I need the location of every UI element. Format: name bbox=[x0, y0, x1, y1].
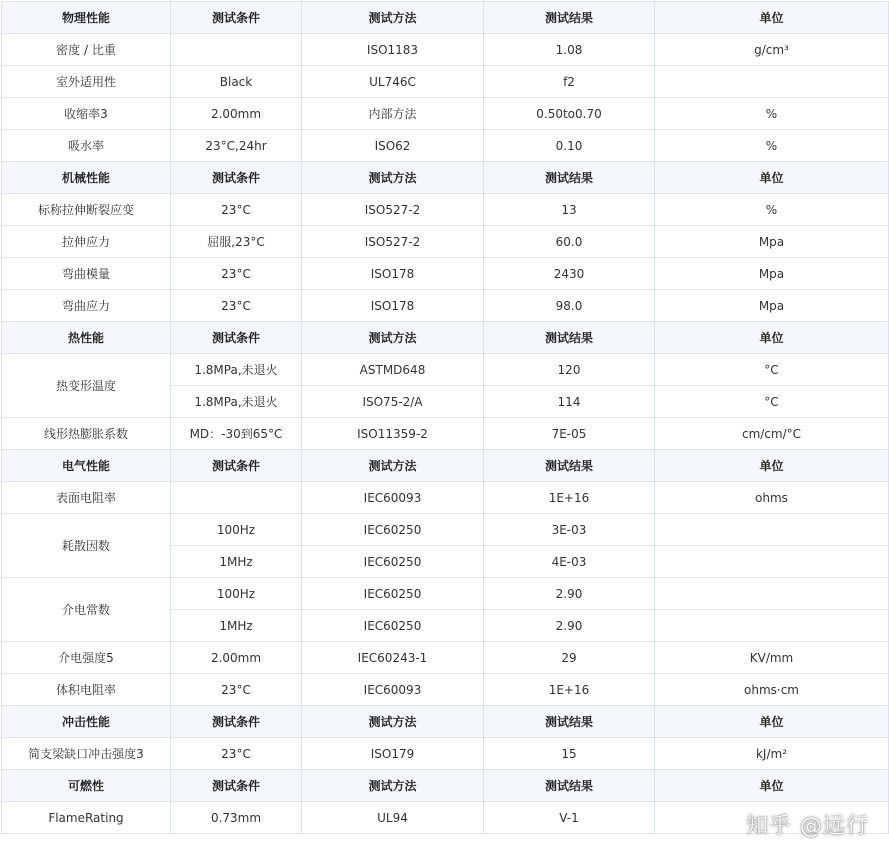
condition-cell: 100Hz bbox=[171, 514, 302, 546]
header-cell: 单位 bbox=[655, 706, 889, 738]
header-cell: 测试方法 bbox=[302, 2, 484, 34]
method-cell: IEC60250 bbox=[302, 546, 484, 578]
properties-table-body bbox=[2, 2, 889, 834]
header-cell: 可燃性 bbox=[2, 770, 171, 802]
unit-cell: g/cm³ bbox=[655, 34, 889, 66]
header-cell: 冲击性能 bbox=[2, 706, 171, 738]
header-cell: 测试条件 bbox=[171, 450, 302, 482]
unit-cell: °C bbox=[655, 386, 889, 418]
table-row bbox=[2, 514, 889, 546]
property-cell: 体积电阻率 bbox=[2, 674, 171, 706]
header-cell: 测试方法 bbox=[302, 162, 484, 194]
property-cell: 表面电阻率 bbox=[2, 482, 171, 514]
result-cell: 15 bbox=[484, 738, 655, 770]
header-cell: 测试结果 bbox=[484, 770, 655, 802]
method-cell: UL746C bbox=[302, 66, 484, 98]
property-cell: 吸水率 bbox=[2, 130, 171, 162]
unit-cell bbox=[655, 610, 889, 642]
unit-cell bbox=[655, 578, 889, 610]
result-cell: 98.0 bbox=[484, 290, 655, 322]
header-cell: 热性能 bbox=[2, 322, 171, 354]
header-cell: 测试方法 bbox=[302, 322, 484, 354]
property-cell: 热变形温度 bbox=[2, 354, 171, 418]
unit-cell: kJ/m² bbox=[655, 738, 889, 770]
unit-cell: % bbox=[655, 194, 889, 226]
method-cell: ISO527-2 bbox=[302, 226, 484, 258]
header-cell: 测试结果 bbox=[484, 450, 655, 482]
result-cell: 0.50to0.70 bbox=[484, 98, 655, 130]
table-row bbox=[2, 290, 889, 322]
header-cell: 测试结果 bbox=[484, 2, 655, 34]
condition-cell: 23°C bbox=[171, 674, 302, 706]
method-cell: ISO527-2 bbox=[302, 194, 484, 226]
section-header-mechanical bbox=[2, 162, 889, 194]
table-row bbox=[2, 98, 889, 130]
unit-cell: Mpa bbox=[655, 226, 889, 258]
result-cell: 13 bbox=[484, 194, 655, 226]
condition-cell: 1MHz bbox=[171, 610, 302, 642]
property-cell: 弯曲模量 bbox=[2, 258, 171, 290]
condition-cell: 23°C bbox=[171, 258, 302, 290]
section-header-electrical bbox=[2, 450, 889, 482]
condition-cell: 23°C bbox=[171, 194, 302, 226]
method-cell: 内部方法 bbox=[302, 98, 484, 130]
unit-cell: % bbox=[655, 98, 889, 130]
method-cell: ASTMD648 bbox=[302, 354, 484, 386]
result-cell: 114 bbox=[484, 386, 655, 418]
result-cell: 2.90 bbox=[484, 610, 655, 642]
method-cell: IEC60250 bbox=[302, 578, 484, 610]
result-cell: V-1 bbox=[484, 802, 655, 834]
property-cell: 密度 / 比重 bbox=[2, 34, 171, 66]
property-cell: 简支梁缺口冲击强度3 bbox=[2, 738, 171, 770]
result-cell: 4E-03 bbox=[484, 546, 655, 578]
unit-cell: Mpa bbox=[655, 258, 889, 290]
property-cell: 拉伸应力 bbox=[2, 226, 171, 258]
header-cell: 测试条件 bbox=[171, 162, 302, 194]
condition-cell bbox=[171, 482, 302, 514]
table-row bbox=[2, 226, 889, 258]
property-cell: 标称拉伸断裂应变 bbox=[2, 194, 171, 226]
method-cell: ISO11359-2 bbox=[302, 418, 484, 450]
header-cell: 电气性能 bbox=[2, 450, 171, 482]
header-cell: 机械性能 bbox=[2, 162, 171, 194]
table-row bbox=[2, 130, 889, 162]
table-row bbox=[2, 578, 889, 610]
result-cell: 7E-05 bbox=[484, 418, 655, 450]
unit-cell: Mpa bbox=[655, 290, 889, 322]
method-cell: IEC60250 bbox=[302, 514, 484, 546]
method-cell: IEC60243-1 bbox=[302, 642, 484, 674]
header-cell: 测试结果 bbox=[484, 322, 655, 354]
table-row bbox=[2, 354, 889, 386]
table-row bbox=[2, 482, 889, 514]
unit-cell bbox=[655, 546, 889, 578]
header-cell: 单位 bbox=[655, 450, 889, 482]
method-cell: ISO62 bbox=[302, 130, 484, 162]
unit-cell bbox=[655, 514, 889, 546]
section-header-flammability bbox=[2, 770, 889, 802]
table-row bbox=[2, 674, 889, 706]
condition-cell: 23°C,24hr bbox=[171, 130, 302, 162]
header-cell: 测试方法 bbox=[302, 706, 484, 738]
result-cell: 3E-03 bbox=[484, 514, 655, 546]
property-cell: 室外适用性 bbox=[2, 66, 171, 98]
method-cell: UL94 bbox=[302, 802, 484, 834]
table-row bbox=[2, 34, 889, 66]
result-cell: 120 bbox=[484, 354, 655, 386]
header-cell: 测试条件 bbox=[171, 770, 302, 802]
method-cell: IEC60093 bbox=[302, 674, 484, 706]
result-cell: 1E+16 bbox=[484, 674, 655, 706]
header-cell: 单位 bbox=[655, 770, 889, 802]
result-cell: 2.90 bbox=[484, 578, 655, 610]
property-cell: 收缩率3 bbox=[2, 98, 171, 130]
unit-cell: °C bbox=[655, 354, 889, 386]
property-cell: 介电强度5 bbox=[2, 642, 171, 674]
condition-cell: 屈服,23°C bbox=[171, 226, 302, 258]
condition-cell: MD：-30到65°C bbox=[171, 418, 302, 450]
method-cell: ISO178 bbox=[302, 258, 484, 290]
method-cell: ISO179 bbox=[302, 738, 484, 770]
header-cell: 测试条件 bbox=[171, 706, 302, 738]
table-row bbox=[2, 418, 889, 450]
condition-cell: 1.8MPa,未退火 bbox=[171, 386, 302, 418]
table-row bbox=[2, 738, 889, 770]
header-cell: 测试方法 bbox=[302, 770, 484, 802]
header-cell: 单位 bbox=[655, 2, 889, 34]
property-cell: 耗散因数 bbox=[2, 514, 171, 578]
condition-cell: 23°C bbox=[171, 738, 302, 770]
condition-cell: 100Hz bbox=[171, 578, 302, 610]
unit-cell: cm/cm/°C bbox=[655, 418, 889, 450]
condition-cell: 0.73mm bbox=[171, 802, 302, 834]
condition-cell bbox=[171, 34, 302, 66]
header-cell: 物理性能 bbox=[2, 2, 171, 34]
header-cell: 测试条件 bbox=[171, 2, 302, 34]
condition-cell: 2.00mm bbox=[171, 98, 302, 130]
condition-cell: 1MHz bbox=[171, 546, 302, 578]
result-cell: 0.10 bbox=[484, 130, 655, 162]
result-cell: 1E+16 bbox=[484, 482, 655, 514]
result-cell: 60.0 bbox=[484, 226, 655, 258]
section-header-thermal bbox=[2, 322, 889, 354]
header-cell: 测试结果 bbox=[484, 706, 655, 738]
section-header-impact bbox=[2, 706, 889, 738]
table-row bbox=[2, 194, 889, 226]
header-cell: 测试方法 bbox=[302, 450, 484, 482]
method-cell: IEC60250 bbox=[302, 610, 484, 642]
method-cell: IEC60093 bbox=[302, 482, 484, 514]
watermark: 知乎 @远行 bbox=[746, 814, 869, 839]
header-cell: 单位 bbox=[655, 162, 889, 194]
header-cell: 单位 bbox=[655, 322, 889, 354]
table-row bbox=[2, 258, 889, 290]
method-cell: ISO178 bbox=[302, 290, 484, 322]
condition-cell: 1.8MPa,未退火 bbox=[171, 354, 302, 386]
unit-cell: KV/mm bbox=[655, 642, 889, 674]
unit-cell: ohms bbox=[655, 482, 889, 514]
unit-cell bbox=[655, 66, 889, 98]
condition-cell: 23°C bbox=[171, 290, 302, 322]
result-cell: 2430 bbox=[484, 258, 655, 290]
table-row bbox=[2, 66, 889, 98]
result-cell: 29 bbox=[484, 642, 655, 674]
header-cell: 测试结果 bbox=[484, 162, 655, 194]
property-cell: FlameRating bbox=[2, 802, 171, 834]
table-row bbox=[2, 642, 889, 674]
condition-cell: Black bbox=[171, 66, 302, 98]
method-cell: ISO75-2/A bbox=[302, 386, 484, 418]
method-cell: ISO1183 bbox=[302, 34, 484, 66]
unit-cell: ohms·cm bbox=[655, 674, 889, 706]
property-cell: 介电常数 bbox=[2, 578, 171, 642]
unit-cell: % bbox=[655, 130, 889, 162]
property-cell: 线形热膨胀系数 bbox=[2, 418, 171, 450]
condition-cell: 2.00mm bbox=[171, 642, 302, 674]
property-cell: 弯曲应力 bbox=[2, 290, 171, 322]
header-cell: 测试条件 bbox=[171, 322, 302, 354]
result-cell: f2 bbox=[484, 66, 655, 98]
result-cell: 1.08 bbox=[484, 34, 655, 66]
section-header-physical bbox=[2, 2, 889, 34]
properties-table bbox=[1, 1, 889, 834]
